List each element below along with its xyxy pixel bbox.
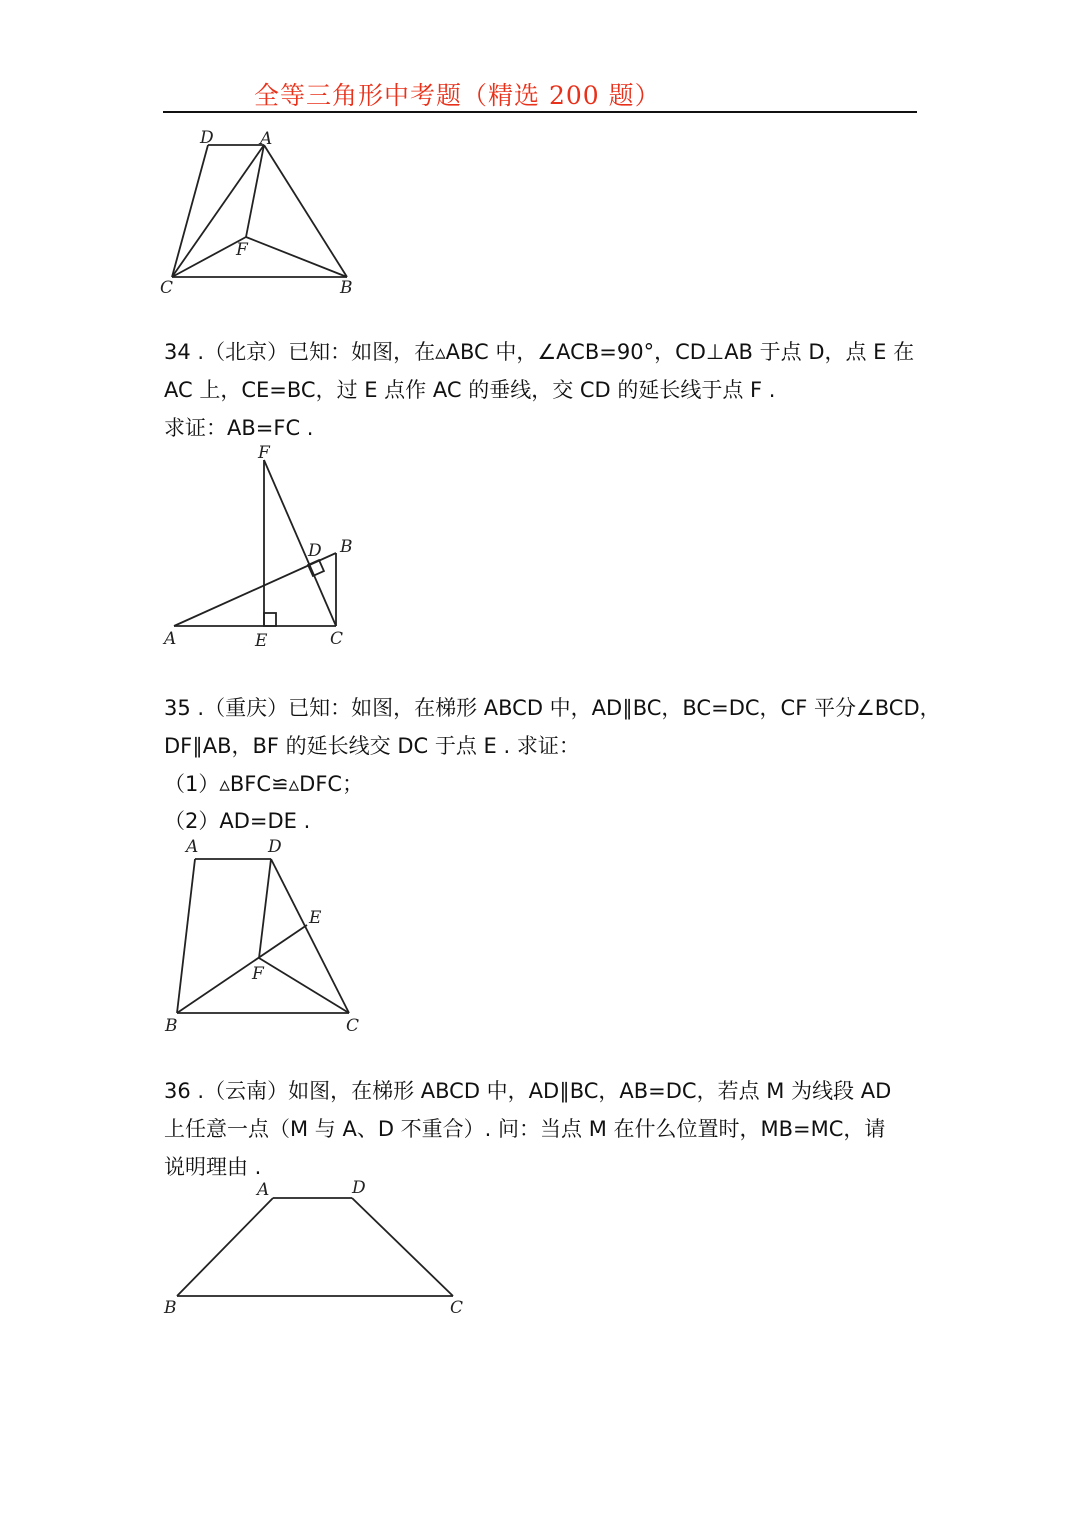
label-A: A [186, 837, 199, 857]
right-angle-E [264, 613, 276, 626]
problem-34-line-2: AC 上，CE=BC，过 E 点作 AC 的垂线，交 CD 的延长线于点 F . [164, 378, 776, 402]
figure-36 [160, 1175, 470, 1320]
label-F: F [252, 964, 264, 984]
label-E: E [309, 908, 322, 928]
segment-AB [177, 859, 195, 1013]
label-D: D [268, 837, 282, 857]
label-B: B [165, 1016, 178, 1036]
label-D: D [308, 541, 322, 561]
problem-35-line-4: （2）AD=DE . [164, 809, 311, 833]
problem-35-line-3: （1）▵BFC≌▵DFC； [164, 772, 364, 796]
problem-36-line-1: 36 .（云南）如图，在梯形 ABCD 中，AD∥BC，AB=DC，若点 M 为线段 AD [164, 1079, 892, 1103]
label-A: A [164, 629, 177, 649]
problem-36-line-2: 上任意一点（M 与 A、D 不重合）. 问：当点 M 在什么位置时，MB=MC，请 [164, 1117, 886, 1141]
label-C: C [346, 1016, 360, 1036]
label-B: B [164, 1298, 177, 1318]
segment-BE [177, 925, 307, 1013]
segment-FB [246, 237, 347, 277]
segment-AB [177, 1198, 273, 1296]
label-C: C [330, 629, 344, 649]
label-C: C [450, 1298, 464, 1318]
header-rule [163, 111, 917, 113]
segment-DF [259, 859, 271, 958]
figure-33 [150, 125, 370, 305]
figure-34 [160, 440, 370, 655]
label-F: F [236, 240, 248, 260]
document-header-title: 全等三角形中考题（精选 200 题） [254, 81, 661, 110]
problem-36-line-3: 说明理由 . [164, 1155, 262, 1179]
problem-34-line-3: 求证：AB=FC . [164, 416, 314, 440]
label-D: D [352, 1178, 366, 1198]
segment-DC [172, 145, 208, 277]
problem-35-line-2: DF∥AB，BF 的延长线交 DC 于点 E . 求证： [164, 734, 580, 758]
segment-AB [264, 145, 347, 277]
label-D: D [200, 128, 214, 148]
label-F: F [258, 443, 270, 463]
problem-34-line-1: 34 .（北京）已知：如图，在▵ABC 中，∠ACB=90°，CD⊥AB 于点 D，点 E 在 [164, 340, 915, 364]
label-B: B [340, 278, 353, 298]
label-C: C [160, 278, 174, 298]
label-A: A [260, 129, 273, 149]
label-B: B [340, 537, 353, 557]
segment-FC [264, 460, 336, 626]
segment-FC [172, 237, 246, 277]
segment-DC [352, 1198, 453, 1296]
figure-35 [160, 835, 370, 1035]
label-A: A [257, 1180, 270, 1200]
label-E: E [255, 631, 268, 651]
problem-35-line-1: 35 .（重庆）已知：如图，在梯形 ABCD 中，AD∥BC，BC=DC，CF 平分∠BCD， [164, 696, 941, 720]
